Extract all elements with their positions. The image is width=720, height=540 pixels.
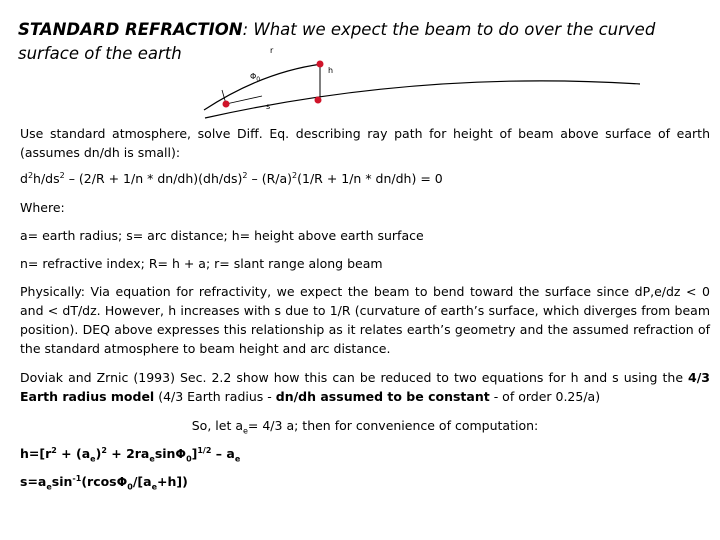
arc-distance-equation: $s=a_e\sin^{-1}(rcos\Phi_0/[a_e+h])$ (20, 473, 188, 492)
horizontal-reference-line (226, 96, 262, 104)
height-equation: $h=[r^2 + (a_e)^2 + 2ra_e\sin\Phi_0]^{1/2} - a_e$ (20, 445, 241, 464)
label-s: s (266, 102, 271, 111)
definitions-line-1: a= earth radius; s= arc distance; h= height above earth surface (20, 228, 424, 243)
surface-target-marker (315, 97, 322, 104)
beam-path (204, 64, 322, 110)
radar-marker (223, 101, 230, 108)
title-rest: : What we expect the beam to do over the curved surface of the earth (18, 20, 656, 63)
so-let-line: So, let $a_e= 4/3$ a; then for convenience of computation: (191, 418, 539, 436)
where-heading: Where: (20, 200, 65, 215)
label-h: h (328, 66, 334, 75)
label-phi: $\Phi_0$ (250, 72, 261, 83)
title-bold: STANDARD REFRACTION (18, 20, 243, 39)
doviak-paragraph: Doviak and Zrnic (1993) Sec. 2.2 show how this can be reduced to two equations for h and s using the 4/3 Earth radius model (4/3 Earth radius - dn/dh assumed to be constant - of order 0.25/a) (20, 370, 710, 404)
intro-paragraph: Use standard atmosphere, solve Diff. Eq. describing ray path for height of beam above surface of earth (assumes dn/dh is small): (20, 126, 710, 160)
physically-paragraph: Physically: Via equation for refractivity, we expect the beam to bend toward the surface since dP,e/dz < 0 and < dT/dz. However, h increases with s due to 1/R (curvature of earth’s surface, which diverges from beam position). DEQ above expresses this relationship as it relates earth’s geometry and the assumed refraction of the standard atmosphere to beam height and arc distance. (20, 284, 710, 356)
earth-surface-arc (205, 81, 640, 118)
differential-equation: $d^2h/ds^2 - (2/R + 1/n * dn/dh)(dh/ds)^2 - (R/a)^2(1/R + 1/n * dn/dh) = 0$ (20, 170, 443, 186)
refraction-diagram (0, 0, 720, 130)
definitions-line-2: n= refractive index; R= h + a; r= slant range along beam (20, 256, 383, 271)
beam-target-marker (317, 61, 324, 68)
label-r: r (270, 46, 274, 55)
